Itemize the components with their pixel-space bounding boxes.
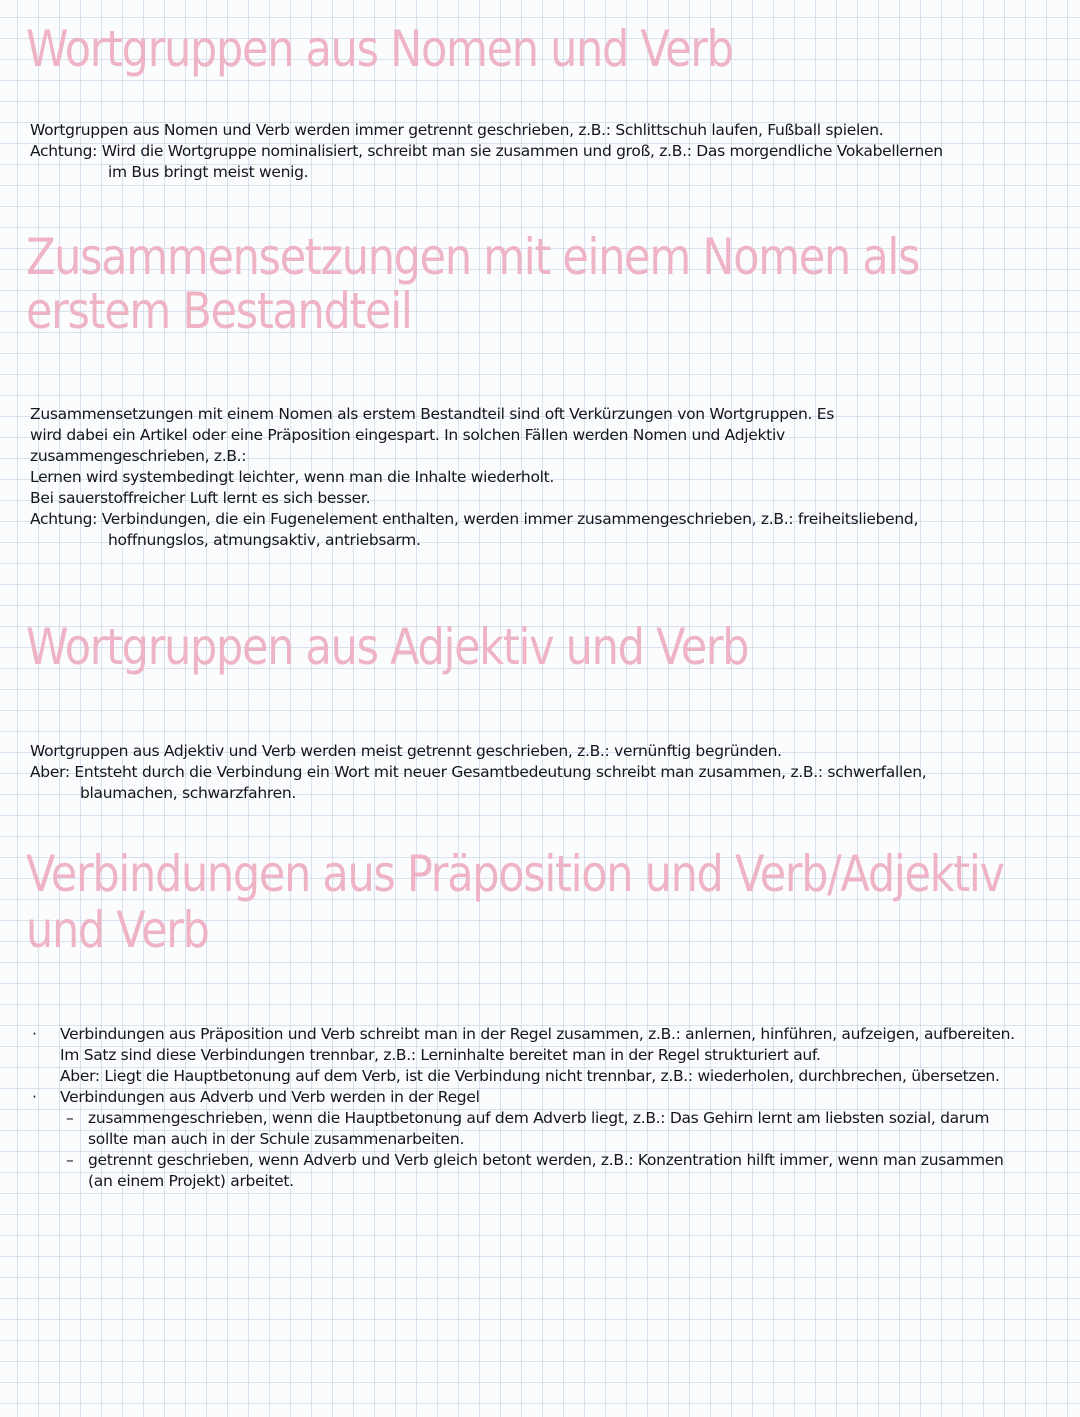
list-item-text: Verbindungen aus Präposition und Verb schreibt man in der Regel zusammen, z.B.: anlernen, hinführen, aufzeigen, aufbereiten. [60, 1025, 1015, 1043]
bullet-icon: · [32, 1025, 37, 1043]
text-line: zusammengeschrieben, z.B.: [30, 447, 247, 465]
section-heading-zusammensetzungen: Zusammensetzungen mit einem Nomen als erstem Bestandteil [26, 228, 920, 340]
text-line: Lernen wird systembedingt leichter, wenn man die Inhalte wiederholt. [30, 468, 555, 486]
text-line: wird dabei ein Artikel oder eine Präposition eingespart. In solchen Fällen werden Nomen und Adjektiv [30, 426, 785, 444]
dash-icon: – [66, 1109, 74, 1127]
sub-list-item-text: zusammengeschrieben, wenn die Hauptbetonung auf dem Adverb liegt, z.B.: Das Gehirn lernt am liebsten sozial, darum [88, 1109, 990, 1127]
text-line: Aber: Entsteht durch die Verbindung ein Wort mit neuer Gesamtbedeutung schreibt man zusammen, z.B.: schwerfallen, [30, 763, 927, 781]
text-line: Achtung: Wird die Wortgruppe nominalisiert, schreibt man sie zusammen und groß, z.B.: Das morgendliche Vokabellernen [30, 142, 943, 160]
text-line: im Bus bringt meist wenig. [108, 163, 309, 181]
text-line: Achtung: Verbindungen, die ein Fugenelement enthalten, werden immer zusammengeschrieben, z.B.: freiheitsliebend, [30, 510, 919, 528]
text-line: Wortgruppen aus Nomen und Verb werden immer getrennt geschrieben, z.B.: Schlittschuh laufen, Fußball spielen. [30, 121, 884, 139]
text-line: Zusammensetzungen mit einem Nomen als erstem Bestandteil sind oft Verkürzungen von Wortgruppen. Es [30, 405, 835, 423]
sub-list-item-text: getrennt geschrieben, wenn Adverb und Verb gleich betont werden, z.B.: Konzentration hilft immer, wenn man zusammen [88, 1151, 1004, 1169]
section-heading-adjektiv-verb: Wortgruppen aus Adjektiv und Verb [26, 618, 749, 676]
section-body-zusammensetzungen [30, 404, 918, 551]
bullet-icon: · [32, 1088, 37, 1106]
section-body-praeposition-verb [30, 1024, 1015, 1192]
section-heading-nomen-verb: Wortgruppen aus Nomen und Verb [26, 20, 733, 78]
text-line: (an einem Projekt) arbeitet. [88, 1172, 294, 1190]
list-item [30, 1087, 1015, 1108]
section-heading-praeposition-verb: Verbindungen aus Präposition und Verb/Adjektiv und Verb [26, 845, 1004, 959]
sub-list-item [30, 1150, 1015, 1171]
text-line: Im Satz sind diese Verbindungen trennbar, z.B.: Lerninhalte bereitet man in der Regel strukturiert auf. [60, 1046, 821, 1064]
text-line: sollte man auch in der Schule zusammenarbeiten. [88, 1130, 465, 1148]
text-line: hoffnungslos, atmungsaktiv, antriebsarm. [108, 531, 421, 549]
text-line: blaumachen, schwarzfahren. [80, 784, 297, 802]
list-item-text: Verbindungen aus Adverb und Verb werden in der Regel [60, 1088, 480, 1106]
section-body-nomen-verb [30, 120, 943, 183]
list-item [30, 1024, 1015, 1045]
text-line: Wortgruppen aus Adjektiv und Verb werden meist getrennt geschrieben, z.B.: vernünftig begründen. [30, 742, 782, 760]
text-line: Aber: Liegt die Hauptbetonung auf dem Verb, ist die Verbindung nicht trennbar, z.B.: wiederholen, durchbrechen, übersetzen. [60, 1067, 1000, 1085]
section-body-adjektiv-verb [30, 741, 926, 804]
text-line: Bei sauerstoffreicher Luft lernt es sich besser. [30, 489, 371, 507]
sub-list-item [30, 1108, 1015, 1129]
dash-icon: – [66, 1151, 74, 1169]
